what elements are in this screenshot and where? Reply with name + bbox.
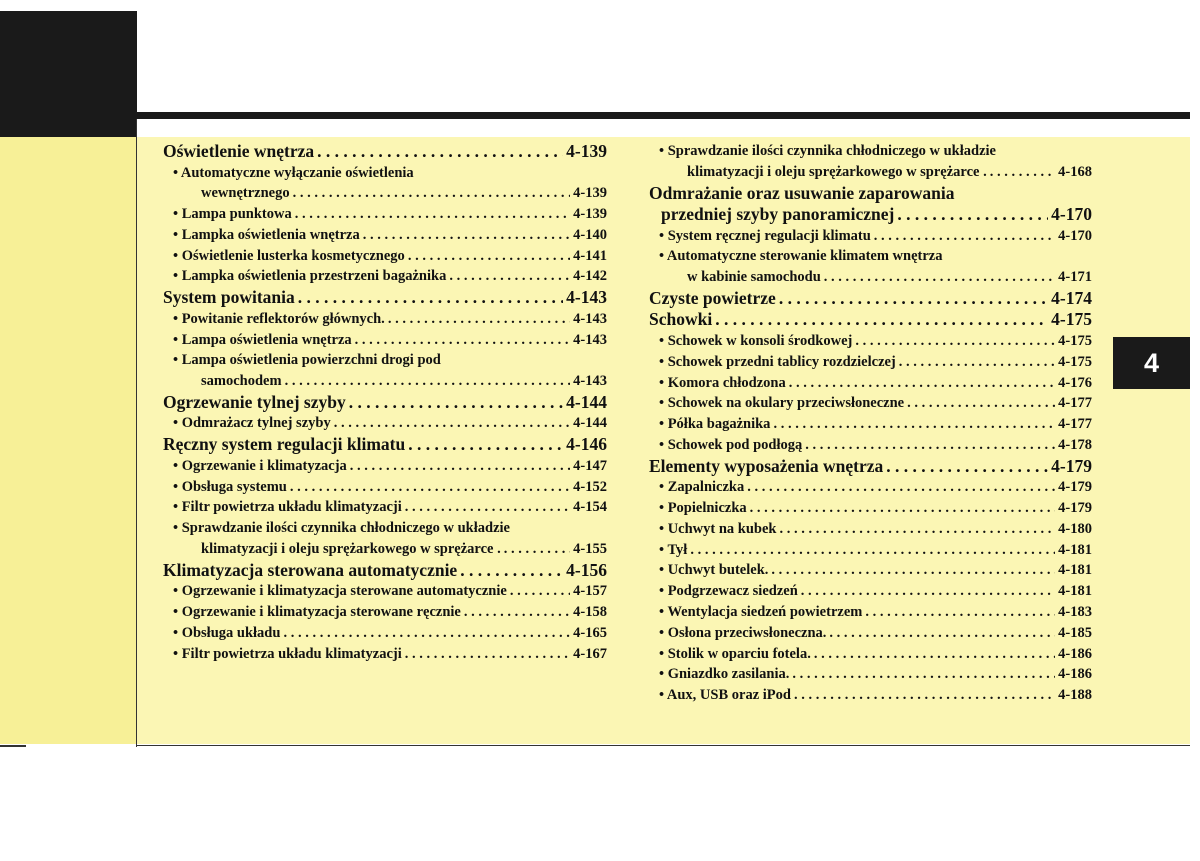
dot-leader <box>855 331 1055 352</box>
toc-subentry[interactable] <box>163 477 607 498</box>
toc-entry[interactable] <box>163 287 607 309</box>
toc-subentry[interactable] <box>649 498 1092 519</box>
toc-entry-title: • Lampka oświetlenia przestrzeni bagażnika <box>173 268 447 285</box>
toc-page-number: 4-183 <box>1058 604 1092 621</box>
toc-entry-title: • Filtr powietrza układu klimatyzacji <box>173 645 402 662</box>
toc-subentry[interactable] <box>163 246 607 267</box>
dot-leader <box>355 330 571 351</box>
toc-page-number: 4-144 <box>573 415 607 432</box>
dot-leader <box>298 287 563 309</box>
dot-leader <box>285 371 571 392</box>
toc-page-number: 4-143 <box>573 373 607 390</box>
toc-page-number: 4-174 <box>1051 287 1092 308</box>
toc-column-left <box>163 141 607 664</box>
toc-page-number: 4-141 <box>573 247 607 264</box>
toc-subentry[interactable] <box>163 581 607 602</box>
left-margin-band <box>0 137 137 744</box>
dot-leader <box>897 204 1048 226</box>
toc-entry[interactable] <box>163 434 607 456</box>
dot-leader <box>464 602 570 623</box>
dot-leader <box>814 644 1055 665</box>
dot-leader <box>907 393 1055 414</box>
dot-leader <box>874 226 1055 247</box>
toc-entry-title: Ręczny system regulacji klimatu <box>163 434 406 455</box>
toc-entry-title: • Automatyczne sterowanie klimatem wnętrza <box>659 248 943 265</box>
toc-entry-title: • Ogrzewanie i klimatyzacja sterowane automatycznie <box>173 583 507 600</box>
toc-page-number: 4-142 <box>573 268 607 285</box>
toc-subentry[interactable] <box>649 141 1092 162</box>
toc-subentry[interactable] <box>163 330 607 351</box>
toc-page-number: 4-143 <box>566 287 607 308</box>
toc-page-number: 4-139 <box>573 185 607 202</box>
toc-entry[interactable] <box>163 560 607 582</box>
dot-leader <box>405 644 570 665</box>
dot-leader <box>293 183 571 204</box>
toc-page-number: 4-168 <box>1058 163 1092 180</box>
dot-leader <box>747 477 1055 498</box>
toc-subentry[interactable] <box>649 560 1092 581</box>
toc-page-number: 4-157 <box>573 583 607 600</box>
toc-page-number: 4-167 <box>573 645 607 662</box>
dot-leader <box>829 623 1055 644</box>
toc-page-number: 4-139 <box>566 141 607 161</box>
toc-entry-title: • Schowek pod podłogą <box>659 436 803 453</box>
toc-page-number: 4-178 <box>1058 436 1092 453</box>
toc-subentry[interactable] <box>649 685 1092 706</box>
toc-page-number: 4-143 <box>573 310 607 327</box>
dot-leader <box>504 539 570 560</box>
toc-page-number: 4-175 <box>1058 332 1092 349</box>
dot-leader <box>805 435 1055 456</box>
toc-entry-title: Klimatyzacja sterowana automatycznie <box>163 559 458 580</box>
toc-subentry[interactable] <box>649 477 1092 498</box>
chapter-corner-block <box>0 11 137 137</box>
toc-entry-title: • Stolik w oparciu fotela. <box>659 645 811 662</box>
toc-entry-title: • Obsługa systemu <box>173 478 287 495</box>
toc-subentry[interactable] <box>649 331 1092 352</box>
toc-entry-title: • Popielniczka <box>659 500 747 517</box>
toc-subentry[interactable] <box>649 162 1092 183</box>
toc-subentry[interactable] <box>649 393 1092 414</box>
toc-entry-title: • Uchwyt butelek. <box>659 562 769 579</box>
toc-entry-title: • Podgrzewacz siedzeń <box>659 583 798 600</box>
toc-page-number: 4-171 <box>1058 269 1092 286</box>
toc-entry-title: • Lampka oświetlenia wnętrza <box>173 226 360 243</box>
toc-page-number: 4-176 <box>1058 374 1092 391</box>
toc-page-number: 4-175 <box>1051 309 1092 330</box>
toc-page-number: 4-155 <box>573 540 607 557</box>
toc-entry-title: klimatyzacji i oleju sprężarkowego w sprężarce . <box>201 540 501 557</box>
toc-entry-title: wewnętrznego <box>201 185 290 202</box>
dot-leader <box>801 581 1055 602</box>
toc-page-number: 4-186 <box>1058 645 1092 662</box>
toc-entry-title: • Schowek na okulary przeciwsłoneczne <box>659 395 905 412</box>
toc-column-right <box>649 141 1092 706</box>
toc-page-number: 4-146 <box>566 434 607 455</box>
toc-entry-title: • Automatyczne wyłączanie oświetlenia <box>173 164 414 181</box>
toc-entry-title: • Półka bagażnika <box>659 416 771 433</box>
toc-entry[interactable] <box>649 204 1092 226</box>
toc-entry-title: • Schowek w konsoli środkowej <box>659 332 853 349</box>
toc-entry-title: Oświetlenie wnętrza <box>163 141 315 161</box>
toc-page-number: 4-177 <box>1058 395 1092 412</box>
dot-leader <box>779 288 1048 310</box>
toc-subentry[interactable] <box>163 497 607 518</box>
toc-page-number: 4-170 <box>1051 204 1092 225</box>
toc-entry-title: Elementy wyposażenia wnętrza <box>649 455 884 476</box>
toc-subentry[interactable] <box>649 540 1092 561</box>
toc-entry-title: • Lampa oświetlenia powierzchni drogi pod <box>173 352 441 369</box>
dot-leader <box>779 519 1055 540</box>
toc-subentry[interactable] <box>163 518 607 539</box>
toc-entry-title: samochodem <box>201 373 282 390</box>
toc-entry-title: • Aux, USB oraz iPod <box>659 687 791 704</box>
toc-subentry[interactable] <box>649 226 1092 247</box>
chapter-number: 4 <box>1143 347 1160 378</box>
toc-subentry[interactable] <box>163 163 607 184</box>
dot-leader <box>771 560 1055 581</box>
toc-entry-title: • System ręcznej regulacji klimatu <box>659 227 871 244</box>
toc-subentry[interactable] <box>649 623 1092 644</box>
toc-entry-title: Ogrzewanie tylnej szyby <box>163 391 346 412</box>
dot-leader <box>334 413 570 434</box>
dot-leader <box>449 266 570 287</box>
dot-leader <box>350 456 570 477</box>
dot-leader <box>690 540 1055 561</box>
dot-leader <box>388 309 570 330</box>
toc-subentry[interactable] <box>649 602 1092 623</box>
toc-entry-title: • Odmrażacz tylnej szyby <box>173 415 331 432</box>
toc-entry-title: • Lampa punktowa <box>173 206 292 223</box>
toc-page-number: 4-158 <box>573 604 607 621</box>
toc-subentry[interactable] <box>163 350 607 371</box>
toc-subentry[interactable] <box>163 371 607 392</box>
toc-entry-title: • Sprawdzanie ilości czynnika chłodniczego w układzie <box>173 520 510 537</box>
footer-rule <box>137 745 1190 746</box>
toc-page-number: 4-139 <box>573 206 607 223</box>
dot-leader <box>295 204 570 225</box>
toc-entry-title: • Lampa oświetlenia wnętrza <box>173 331 352 348</box>
toc-entry-title: • Sprawdzanie ilości czynnika chłodniczego w układzie <box>659 143 996 159</box>
toc-subentry[interactable] <box>649 352 1092 373</box>
toc-entry-title: • Gniazdko zasilania. <box>659 666 790 683</box>
dot-leader <box>405 497 570 518</box>
dot-leader <box>460 560 563 582</box>
toc-entry-title: • Powitanie reflektorów głównych. <box>173 310 385 327</box>
dot-leader <box>317 141 563 163</box>
toc-subentry[interactable] <box>163 183 607 204</box>
toc-subentry[interactable] <box>649 664 1092 685</box>
toc-page-number: 4-152 <box>573 478 607 495</box>
toc-page-number: 4-154 <box>573 499 607 516</box>
toc-page-number: 4-177 <box>1058 416 1092 433</box>
toc-subentry[interactable] <box>649 435 1092 456</box>
dot-leader <box>824 267 1055 288</box>
toc-page-number: 4-188 <box>1058 687 1092 704</box>
toc-entry-title: • Uchwyt na kubek <box>659 520 777 537</box>
toc-subentry[interactable] <box>649 267 1092 288</box>
dot-leader <box>283 623 570 644</box>
dot-leader <box>363 225 570 246</box>
toc-entry[interactable] <box>649 309 1092 331</box>
toc-subentry[interactable] <box>163 602 607 623</box>
header-rule <box>137 112 1190 119</box>
toc-subentry[interactable] <box>163 266 607 287</box>
toc-entry-title: • Ogrzewanie i klimatyzacja <box>173 457 347 474</box>
toc-entry-title: klimatyzacji i oleju sprężarkowego w sprężarce . <box>687 163 987 180</box>
toc-entry[interactable] <box>649 288 1092 310</box>
toc-entry-title: System powitania <box>163 287 295 308</box>
chapter-tab[interactable] <box>1113 337 1190 389</box>
dot-leader <box>865 602 1055 623</box>
toc-subentry[interactable] <box>649 519 1092 540</box>
toc-page-number: 4-180 <box>1058 520 1092 537</box>
dot-leader <box>794 685 1055 706</box>
toc-subentry[interactable] <box>163 413 607 434</box>
toc-page-number: 4-179 <box>1051 455 1092 476</box>
toc-entry-title: • Obsługa układu <box>173 624 281 641</box>
toc-entry-title: • Ogrzewanie i klimatyzacja sterowane ręcznie <box>173 604 461 621</box>
toc-subentry[interactable] <box>649 644 1092 665</box>
toc-page-number: 4-170 <box>1058 227 1092 244</box>
toc-page-number: 4-179 <box>1058 500 1092 517</box>
toc-page-number: 4-156 <box>566 559 607 580</box>
dot-leader <box>510 581 570 602</box>
dot-leader <box>750 498 1056 519</box>
toc-subentry[interactable] <box>163 623 607 644</box>
toc-subentry[interactable] <box>163 204 607 225</box>
dot-leader <box>899 352 1055 373</box>
toc-entry-title: Czyste powietrze <box>649 287 776 308</box>
margin-divider <box>136 119 137 747</box>
toc-entry[interactable] <box>163 141 607 163</box>
toc-subentry[interactable] <box>163 309 607 330</box>
toc-entry-title: • Filtr powietrza układu klimatyzacji <box>173 499 402 516</box>
toc-subentry[interactable] <box>163 456 607 477</box>
toc-page-number: 4-179 <box>1058 479 1092 496</box>
dot-leader <box>773 414 1055 435</box>
toc-subentry[interactable] <box>649 373 1092 394</box>
toc-entry-title: • Wentylacja siedzeń powietrzem <box>659 604 863 621</box>
dot-leader <box>349 392 563 414</box>
toc-page-number: 4-144 <box>566 391 607 412</box>
toc-subentry[interactable] <box>163 225 607 246</box>
dot-leader <box>715 309 1048 331</box>
toc-entry-title: w kabinie samochodu <box>687 269 821 286</box>
dot-leader <box>990 162 1055 183</box>
toc-subentry[interactable] <box>649 581 1092 602</box>
toc-subentry[interactable] <box>649 414 1092 435</box>
toc-entry[interactable] <box>163 392 607 414</box>
toc-entry-title: przedniej szyby panoramicznej <box>661 204 895 225</box>
toc-entry-title: Odmrażanie oraz usuwanie zaparowania <box>649 182 955 203</box>
dot-leader <box>789 373 1055 394</box>
toc-page-number: 4-143 <box>573 331 607 348</box>
toc-entry-title: • Komora chłodzona <box>659 374 786 391</box>
toc-page-number: 4-185 <box>1058 624 1092 641</box>
footer-rule-left <box>0 745 26 747</box>
toc-subentry[interactable] <box>163 539 607 560</box>
toc-entry-title: • Zapalniczka <box>659 479 745 496</box>
dot-leader <box>886 456 1048 478</box>
dot-leader <box>792 664 1055 685</box>
toc-entry-title: • Schowek przedni tablicy rozdzielczej <box>659 353 896 370</box>
toc-entry-title: • Osłona przeciwsłoneczna. <box>659 624 827 641</box>
toc-entry-title: Schowki <box>649 309 713 330</box>
dot-leader <box>408 434 563 456</box>
toc-page-number: 4-181 <box>1058 583 1092 600</box>
toc-entry-title: • Tył <box>659 541 688 558</box>
toc-page-number: 4-175 <box>1058 353 1092 370</box>
toc-page-number: 4-181 <box>1058 541 1092 558</box>
toc-entry[interactable] <box>649 456 1092 478</box>
toc-entry[interactable] <box>649 183 1092 205</box>
toc-subentry[interactable] <box>649 246 1092 267</box>
toc-entry-title: • Oświetlenie lusterka kosmetycznego <box>173 247 405 264</box>
dot-leader <box>290 477 570 498</box>
toc-subentry[interactable] <box>163 644 607 665</box>
toc-page-number: 4-165 <box>573 624 607 641</box>
toc-page-number: 4-140 <box>573 226 607 243</box>
toc-page-number: 4-181 <box>1058 562 1092 579</box>
dot-leader <box>408 246 570 267</box>
toc-page-number: 4-147 <box>573 457 607 474</box>
toc-page-number: 4-186 <box>1058 666 1092 683</box>
